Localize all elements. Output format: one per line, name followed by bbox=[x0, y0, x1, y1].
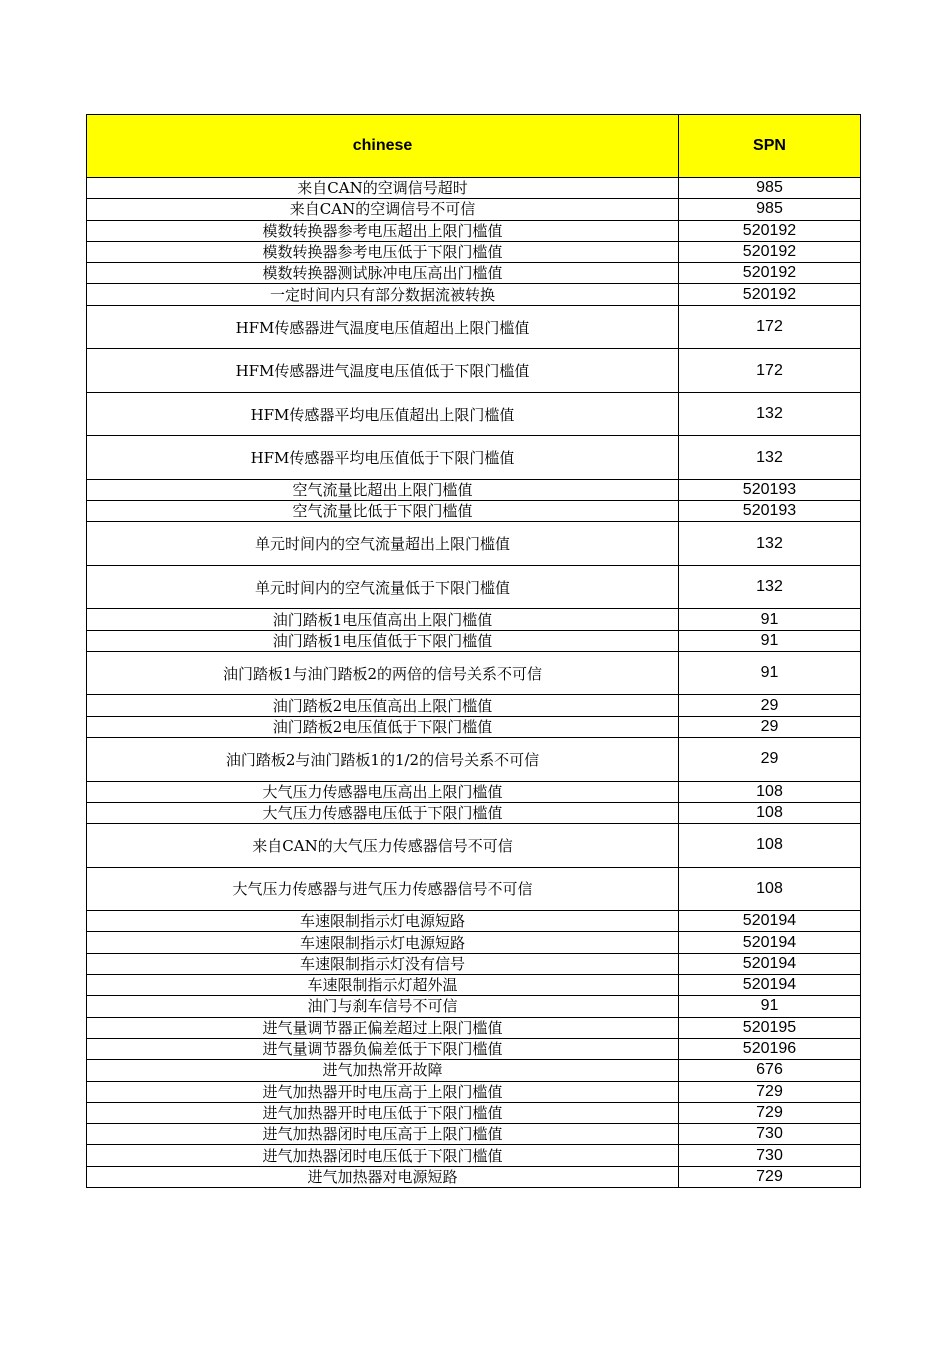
cell-spn: 520194 bbox=[679, 975, 861, 996]
cell-spn: 520194 bbox=[679, 953, 861, 974]
cell-chinese: 来自CAN的大气压力传感器信号不可信 bbox=[87, 824, 679, 868]
cell-spn: 172 bbox=[679, 349, 861, 393]
cell-chinese: 大气压力传感器与进气压力传感器信号不可信 bbox=[87, 867, 679, 911]
cell-chinese: 进气加热常开故障 bbox=[87, 1060, 679, 1081]
cell-spn: 29 bbox=[679, 695, 861, 716]
table-row bbox=[87, 1038, 861, 1059]
table-row bbox=[87, 651, 861, 695]
cell-chinese: 大气压力传感器电压低于下限门槛值 bbox=[87, 802, 679, 823]
cell-chinese: 模数转换器测试脉冲电压高出门槛值 bbox=[87, 263, 679, 284]
cell-chinese: HFM传感器进气温度电压值低于下限门槛值 bbox=[87, 349, 679, 393]
cell-spn: 520194 bbox=[679, 911, 861, 932]
table-row bbox=[87, 263, 861, 284]
table-row bbox=[87, 738, 861, 782]
table-row bbox=[87, 975, 861, 996]
cell-chinese: HFM传感器进气温度电压值超出上限门槛值 bbox=[87, 305, 679, 349]
table-row bbox=[87, 996, 861, 1017]
cell-spn: 132 bbox=[679, 436, 861, 480]
table-row bbox=[87, 392, 861, 436]
cell-chinese: 车速限制指示灯电源短路 bbox=[87, 932, 679, 953]
cell-chinese: 单元时间内的空气流量超出上限门槛值 bbox=[87, 522, 679, 566]
cell-spn: 520192 bbox=[679, 220, 861, 241]
table-row bbox=[87, 867, 861, 911]
header-spn: SPN bbox=[679, 115, 861, 178]
table-row bbox=[87, 1102, 861, 1123]
table-row bbox=[87, 178, 861, 199]
cell-chinese: 进气量调节器负偏差低于下限门槛值 bbox=[87, 1038, 679, 1059]
cell-spn: 29 bbox=[679, 738, 861, 782]
cell-spn: 29 bbox=[679, 716, 861, 737]
table-row bbox=[87, 824, 861, 868]
table-row bbox=[87, 630, 861, 651]
table-row bbox=[87, 501, 861, 522]
cell-spn: 520196 bbox=[679, 1038, 861, 1059]
table-row bbox=[87, 1017, 861, 1038]
cell-chinese: 车速限制指示灯超外温 bbox=[87, 975, 679, 996]
header-row bbox=[87, 115, 861, 178]
table-row bbox=[87, 565, 861, 609]
cell-chinese: 大气压力传感器电压高出上限门槛值 bbox=[87, 781, 679, 802]
cell-chinese: 油门踏板1电压值高出上限门槛值 bbox=[87, 609, 679, 630]
cell-spn: 729 bbox=[679, 1166, 861, 1187]
header-chinese: chinese bbox=[87, 115, 679, 178]
cell-chinese: 进气加热器闭时电压高于上限门槛值 bbox=[87, 1124, 679, 1145]
cell-chinese: 模数转换器参考电压低于下限门槛值 bbox=[87, 241, 679, 262]
cell-spn: 730 bbox=[679, 1145, 861, 1166]
cell-spn: 676 bbox=[679, 1060, 861, 1081]
table-row bbox=[87, 479, 861, 500]
table-row bbox=[87, 241, 861, 262]
cell-spn: 91 bbox=[679, 609, 861, 630]
table-row bbox=[87, 1060, 861, 1081]
cell-chinese: 油门踏板2与油门踏板1的1/2的信号关系不可信 bbox=[87, 738, 679, 782]
table-row bbox=[87, 220, 861, 241]
cell-spn: 91 bbox=[679, 996, 861, 1017]
cell-spn: 520192 bbox=[679, 284, 861, 305]
cell-chinese: 空气流量比低于下限门槛值 bbox=[87, 501, 679, 522]
cell-spn: 91 bbox=[679, 651, 861, 695]
table-body bbox=[87, 178, 861, 1188]
cell-spn: 132 bbox=[679, 565, 861, 609]
cell-chinese: 来自CAN的空调信号不可信 bbox=[87, 199, 679, 220]
cell-chinese: 模数转换器参考电压超出上限门槛值 bbox=[87, 220, 679, 241]
table-row bbox=[87, 609, 861, 630]
table-row bbox=[87, 716, 861, 737]
table-row bbox=[87, 522, 861, 566]
cell-chinese: 车速限制指示灯没有信号 bbox=[87, 953, 679, 974]
cell-chinese: 油门踏板1与油门踏板2的两倍的信号关系不可信 bbox=[87, 651, 679, 695]
table-row bbox=[87, 932, 861, 953]
cell-spn: 520193 bbox=[679, 479, 861, 500]
table-row bbox=[87, 284, 861, 305]
cell-spn: 520195 bbox=[679, 1017, 861, 1038]
table-row bbox=[87, 199, 861, 220]
table-row bbox=[87, 781, 861, 802]
cell-spn: 172 bbox=[679, 305, 861, 349]
table-row bbox=[87, 911, 861, 932]
table-row bbox=[87, 953, 861, 974]
cell-spn: 729 bbox=[679, 1081, 861, 1102]
cell-spn: 985 bbox=[679, 199, 861, 220]
cell-chinese: 油门踏板1电压值低于下限门槛值 bbox=[87, 630, 679, 651]
cell-chinese: 车速限制指示灯电源短路 bbox=[87, 911, 679, 932]
spn-table bbox=[86, 114, 861, 1188]
cell-chinese: 油门与刹车信号不可信 bbox=[87, 996, 679, 1017]
table-row bbox=[87, 349, 861, 393]
cell-chinese: 进气加热器开时电压高于上限门槛值 bbox=[87, 1081, 679, 1102]
cell-spn: 132 bbox=[679, 522, 861, 566]
cell-spn: 520192 bbox=[679, 263, 861, 284]
cell-spn: 108 bbox=[679, 867, 861, 911]
cell-spn: 729 bbox=[679, 1102, 861, 1123]
table-row bbox=[87, 1081, 861, 1102]
cell-chinese: 油门踏板2电压值低于下限门槛值 bbox=[87, 716, 679, 737]
table-row bbox=[87, 802, 861, 823]
cell-chinese: 单元时间内的空气流量低于下限门槛值 bbox=[87, 565, 679, 609]
cell-spn: 520194 bbox=[679, 932, 861, 953]
cell-chinese: HFM传感器平均电压值超出上限门槛值 bbox=[87, 392, 679, 436]
table-row bbox=[87, 1166, 861, 1187]
table-row bbox=[87, 1145, 861, 1166]
cell-chinese: HFM传感器平均电压值低于下限门槛值 bbox=[87, 436, 679, 480]
cell-spn: 132 bbox=[679, 392, 861, 436]
cell-chinese: 油门踏板2电压值高出上限门槛值 bbox=[87, 695, 679, 716]
table-row bbox=[87, 695, 861, 716]
cell-chinese: 来自CAN的空调信号超时 bbox=[87, 178, 679, 199]
cell-chinese: 空气流量比超出上限门槛值 bbox=[87, 479, 679, 500]
cell-spn: 108 bbox=[679, 824, 861, 868]
cell-chinese: 进气量调节器正偏差超过上限门槛值 bbox=[87, 1017, 679, 1038]
cell-spn: 108 bbox=[679, 802, 861, 823]
cell-spn: 108 bbox=[679, 781, 861, 802]
cell-chinese: 进气加热器对电源短路 bbox=[87, 1166, 679, 1187]
cell-spn: 520192 bbox=[679, 241, 861, 262]
table-row bbox=[87, 436, 861, 480]
cell-spn: 730 bbox=[679, 1124, 861, 1145]
cell-chinese: 进气加热器开时电压低于下限门槛值 bbox=[87, 1102, 679, 1123]
table-row bbox=[87, 305, 861, 349]
cell-spn: 520193 bbox=[679, 501, 861, 522]
table-row bbox=[87, 1124, 861, 1145]
cell-chinese: 一定时间内只有部分数据流被转换 bbox=[87, 284, 679, 305]
cell-spn: 91 bbox=[679, 630, 861, 651]
cell-spn: 985 bbox=[679, 178, 861, 199]
cell-chinese: 进气加热器闭时电压低于下限门槛值 bbox=[87, 1145, 679, 1166]
